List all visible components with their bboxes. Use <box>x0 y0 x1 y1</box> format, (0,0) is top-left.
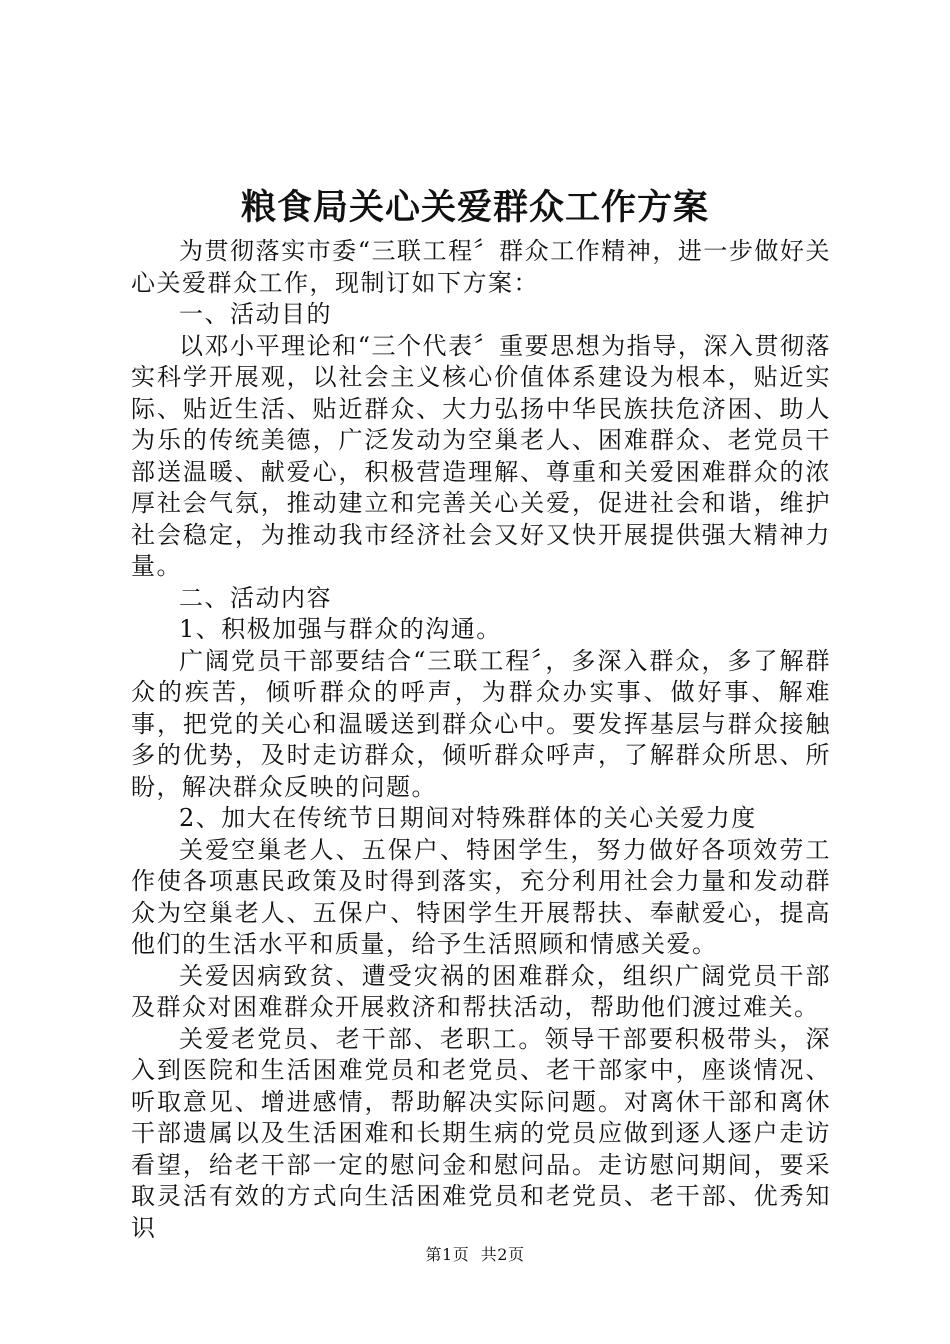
paragraph-poverty-care: 关爱因病致贫、遭受灾祸的困难群众，组织广阔党员干部及群众对困难群众开展救济和帮扶活动，帮助他们渡过难关。 <box>131 961 831 1021</box>
page-total: 共2页 <box>480 1245 525 1264</box>
subheading-communication: 1、积极加强与群众的沟通。 <box>179 615 502 643</box>
page-footer <box>0 1245 950 1265</box>
page-number: 第1页 <box>425 1245 470 1264</box>
paragraph-intro: 为贯彻落实市委“三联工程〞群众工作精神，进一步做好关心关爱群众工作，现制订如下方案： <box>131 237 831 297</box>
paragraph-communication: 广阔党员干部要结合“三联工程〞，多深入群众，多了解群众的疾苦，倾听群众的呼声，为群众办实事、做好事、解难事，把党的关心和温暖送到群众心中。要发挥基层与群众接触多的优势，及时走访群众，倾听群众呼声，了解群众所思、所盼，解决群众反映的问题。 <box>131 646 831 801</box>
section-heading-content: 二、活动内容 <box>179 583 332 612</box>
document-body <box>131 236 831 1244</box>
paragraph-veteran-care: 关爱老党员、老干部、老职工。领导干部要积极带头，深入到医院和生活困难党员和老党员、老干部家中，座谈情况、听取意见、增进感情，帮助解决实际问题。对离休干部和离休干部遗属以及生活困难和长期生病的党员应做到逐人逐户走访看望，给老干部一定的慰问金和慰问品。走访慰问期间，要采取灵活有效的方式向生活困难党员和老党员、老干部、优秀知识 <box>131 1024 831 1242</box>
paragraph-purpose: 以邓小平理论和“三个代表〞重要思想为指导，深入贯彻落实科学开展观，以社会主义核心价值体系建设为根本，贴近实际、贴近生活、贴近群众、大力弘扬中华民族扶危济困、助人为乐的传统美德，广泛发动为空巢老人、困难群众、老党员干部送温暖、献爱心，积极营造理解、尊重和关爱困难群众的浓厚社会气氛，推动建立和完善关心关爱，促进社会和谐，维护社会稳定，为推动我市经济社会又好又快开展提供强大精神力量。 <box>131 331 831 580</box>
document-title: 粮食局关心关爱群众工作方案 <box>240 187 709 228</box>
paragraph-elderly-care: 关爱空巢老人、五保户、特困学生，努力做好各项效劳工作使各项惠民政策及时得到落实，充分利用社会力量和发动群众为空巢老人、五保户、特困学生开展帮扶、奉献爱心，提高他们的生活水平和质量，给予生活照顾和情感关爱。 <box>131 835 831 958</box>
subheading-holiday-care: 2、加大在传统节日期间对特殊群体的关心关爱力度 <box>179 804 757 832</box>
section-heading-purpose: 一、活动目的 <box>179 300 332 328</box>
